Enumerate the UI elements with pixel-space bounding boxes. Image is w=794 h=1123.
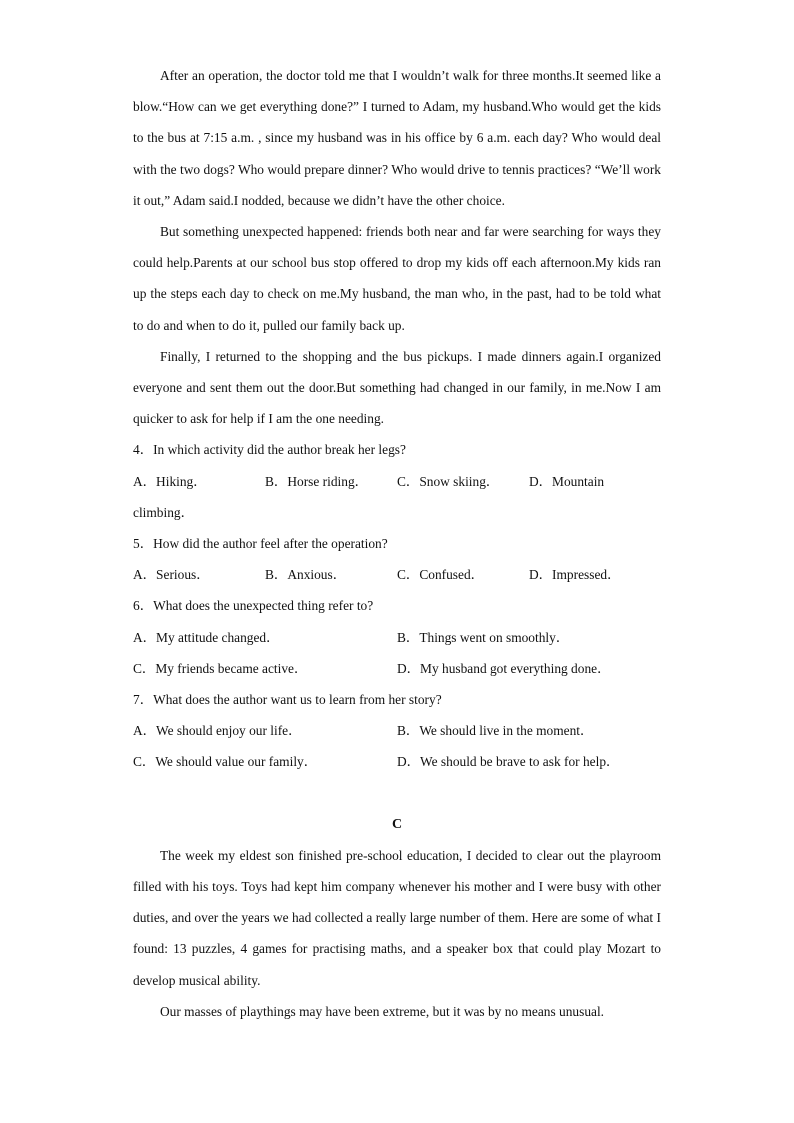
question-4-options	[133, 466, 661, 497]
question-4-option-d-continuation: climbing．	[133, 504, 194, 520]
section-heading-c: C	[391, 816, 403, 832]
question-4-option-d: D．Mountain	[529, 473, 605, 489]
question-7-option-a: A．We should enjoy our life．	[133, 723, 302, 739]
question-6-option-b: B．Things went on smoothly．	[397, 629, 570, 645]
question-6-options-row-2	[133, 653, 661, 684]
question-6-option-c: C．My friends became active．	[133, 660, 308, 676]
question-5-options	[133, 559, 661, 590]
passage-b-paragraph-3: Finally, I returned to the shopping and the bus pickups. I made dinners again.I organized everyone and sent them out the door.But something had changed in our family, in me.Now I am quicker to ask for help if I am the one needing.	[133, 348, 661, 427]
question-5-stem: 5．How did the author feel after the operation?	[133, 536, 388, 552]
passage-b-paragraph-1: After an operation, the doctor told me that I wouldn’t walk for three months.It seemed like a blow.“How can we get everything done?” I turned to Adam, my husband.Who would get the kids to the bus at 7:15 a.m. , since my husband was in his office by 6 a.m. each day? Who would deal with the two dogs? Who would prepare dinner? Who would drive to tennis practices? “We’ll work it out,” Adam said.I nodded, because we didn’t have the other choice.	[133, 68, 661, 208]
question-7-stem: 7．What does the author want us to learn from her story?	[133, 692, 442, 708]
passage-b-paragraph-2: But something unexpected happened: friends both near and far were searching for ways they could help.Parents at our school bus stop offered to drop my kids off each afternoon.My kids ran up the steps each day to check on me.My husband, the man who, in the past, had to be told what to do and when to do it, pulled our family back up.	[133, 224, 661, 333]
question-5-option-d: D．Impressed．	[529, 567, 621, 583]
question-4-option-a: A．Hiking．	[133, 473, 207, 489]
document-page	[133, 60, 661, 1027]
question-7-option-c: C．We should value our family．	[133, 754, 318, 770]
question-5-option-c: C．Confused．	[397, 567, 485, 583]
question-7-options-row-1	[133, 715, 661, 746]
question-5-option-a: A．Serious．	[133, 567, 210, 583]
question-4-option-b: B．Horse riding．	[265, 473, 369, 489]
question-4-option-c: C．Snow skiing．	[397, 473, 500, 489]
question-6-option-d: D．My husband got everything done．	[397, 660, 611, 676]
passage-c-paragraph-2: Our masses of playthings may have been extreme, but it was by no means unusual.	[160, 1003, 605, 1019]
question-6-options-row-1	[133, 622, 661, 653]
question-5-option-b: B．Anxious．	[265, 567, 347, 583]
question-4-stem: 4．In which activity did the author break her legs?	[133, 442, 406, 458]
passage-c-paragraph-1: The week my eldest son finished pre-school education, I decided to clear out the playroom filled with his toys. Toys had kept him company whenever his mother and I were busy with other duties, and over the years we had collected a really large number of them. Here are some of what I found: 13 puzzles, 4 games for practising maths, and a speaker box that could play Mozart to develop musical ability.	[133, 847, 661, 988]
question-6-option-a: A．My attitude changed．	[133, 629, 280, 645]
question-6-stem: 6．What does the unexpected thing refer to?	[133, 598, 374, 614]
question-7-option-b: B．We should live in the moment．	[397, 723, 594, 739]
question-7-options-row-2	[133, 746, 661, 777]
question-7-option-d: D．We should be brave to ask for help．	[397, 754, 620, 770]
